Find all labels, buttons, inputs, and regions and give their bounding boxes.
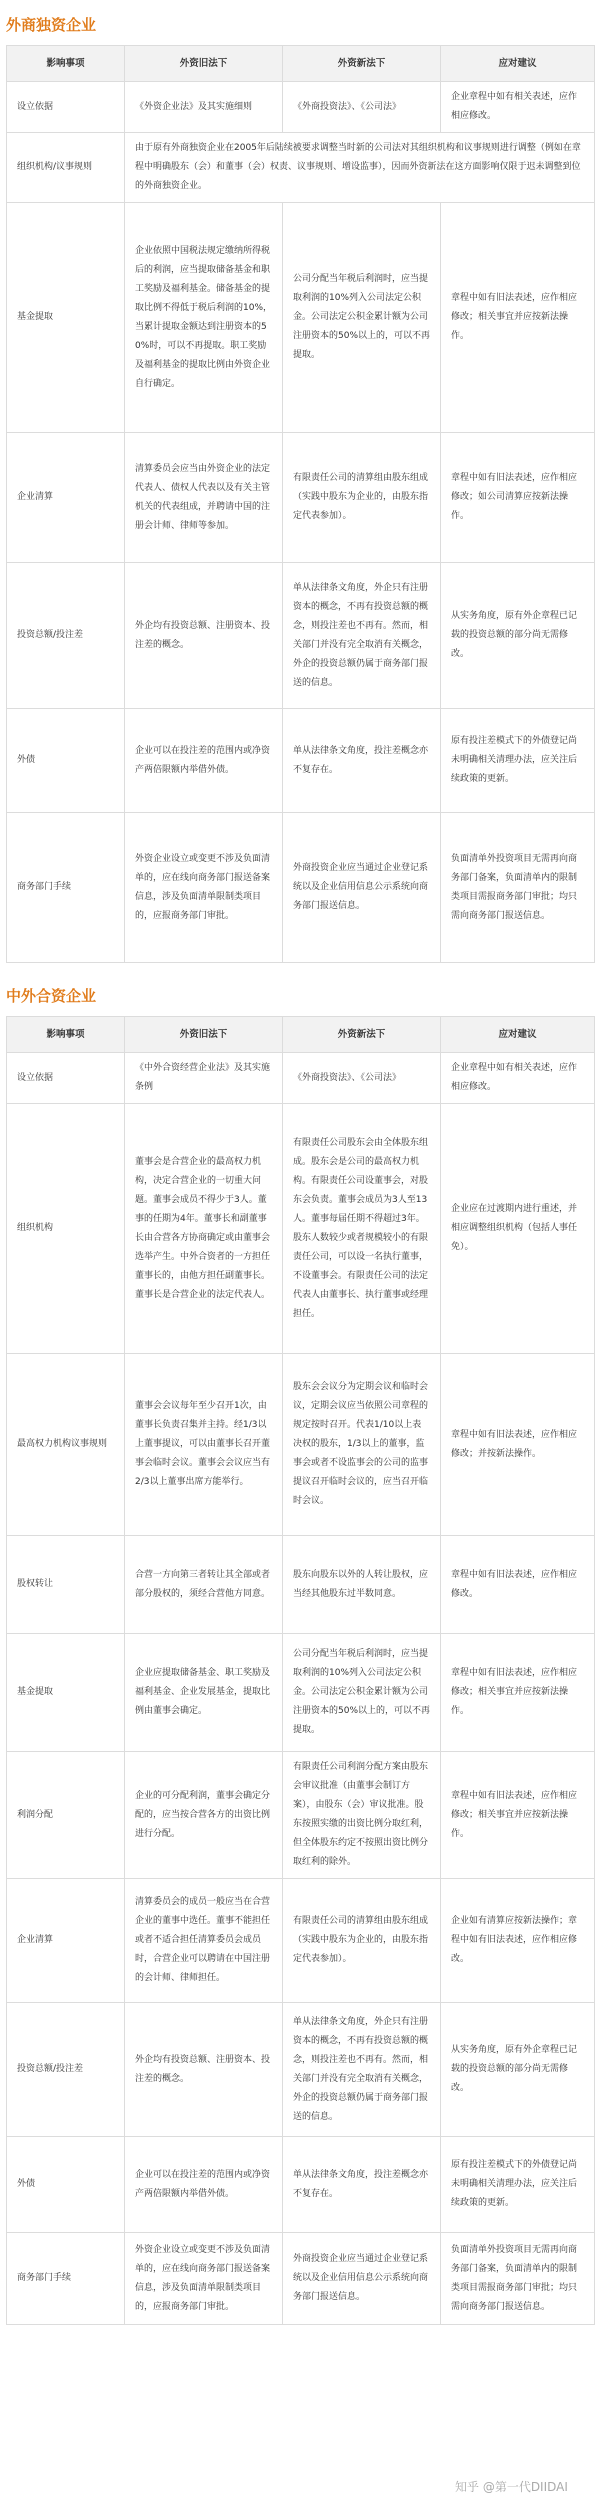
table-row <box>7 433 595 563</box>
old-law-cell: 清算委员会的成员一般应当在合营企业的董事中选任。董事不能担任或者不适合担任清算委员会成员时，合营企业可以聘请在中国注册的会计师、律师担任。 <box>125 1879 283 2003</box>
old-law-cell: 企业依照中国税法规定缴纳所得税后的利润，应当提取储备基金和职工奖励及福利基金。储备基金的提取比例不得低于税后利润的10%，当累计提取金额达到注册资本的50%时，可以不再提取。职工奖励及福利基金的提取比例由外资企业自行确定。 <box>125 203 283 433</box>
watermark: 知乎 @第一代DIIDAI <box>455 2480 568 2494</box>
advice-cell: 章程中如有旧法表述，应作相应修改；相关事宜并应按新法操作。 <box>441 203 595 433</box>
new-law-cell: 有限责任公司股东会由全体股东组成。股东会是公司的最高权力机构。有限责任公司设董事会，对股东会负责。董事会成员为3人至13人。董事每届任期不得超过3年。股东人数较少或者规模较小的有限责任公司，可以设一名执行董事，不设董事会。有限责任公司的法定代表人由董事长、执行董事或经理担任。 <box>283 1104 441 1354</box>
issue-cell: 利润分配 <box>7 1752 125 1879</box>
table-row <box>7 1634 595 1752</box>
new-law-cell: 公司分配当年税后利润时，应当提取利润的10%列入公司法定公积金。公司法定公积金累计额为公司注册资本的50%以上的，可以不再提取。 <box>283 203 441 433</box>
old-law-cell: 由于原有外商独资企业在2005年后陆续被要求调整当时新的公司法对其组织机构和议事规则进行调整（例如在章程中明确股东（会）和董事（会）权责、议事规则、增设监事），因而外资新法在这方面影响仅限于迟未调整到位的外商独资企业。 <box>125 133 595 203</box>
old-law-cell: 企业应提取储备基金、职工奖励及福利基金、企业发展基金，提取比例由董事会确定。 <box>125 1634 283 1752</box>
table-row <box>7 82 595 133</box>
new-law-cell: 《外商投资法》、《公司法》 <box>283 1053 441 1104</box>
comparison-table <box>6 1016 595 2325</box>
issue-cell: 投资总额/投注差 <box>7 563 125 709</box>
issue-cell: 基金提取 <box>7 203 125 433</box>
advice-cell: 企业章程中如有相关表述，应作相应修改。 <box>441 82 595 133</box>
issue-cell: 股权转让 <box>7 1536 125 1634</box>
new-law-cell: 有限责任公司利润分配方案由股东会审议批准（由董事会制订方案），由股东（会）审议批准。股东按照实缴的出资比例分取红利，但全体股东约定不按照出资比例分取红利的除外。 <box>283 1752 441 1879</box>
old-law-cell: 企业可以在投注差的范围内或净资产两倍限额内举借外债。 <box>125 2137 283 2233</box>
table-row <box>7 2003 595 2137</box>
table-row <box>7 709 595 813</box>
section-title: 中外合资企业 <box>6 987 97 1005</box>
old-law-cell: 合营一方向第三者转让其全部或者部分股权的，须经合营他方同意。 <box>125 1536 283 1634</box>
old-law-cell: 《外资企业法》及其实施细则 <box>125 82 283 133</box>
table-row <box>7 1354 595 1536</box>
new-law-cell: 外商投资企业应当通过企业登记系统以及企业信用信息公示系统向商务部门报送信息。 <box>283 813 441 963</box>
advice-cell: 章程中如有旧法表述，应作相应修改；相关事宜并应按新法操作。 <box>441 1634 595 1752</box>
table-row <box>7 2233 595 2325</box>
table-row <box>7 813 595 963</box>
issue-cell: 外债 <box>7 2137 125 2233</box>
old-law-cell: 董事会是合营企业的最高权力机构，决定合营企业的一切重大问题。董事会成员不得少于3人。董事的任期为4年。董事长和副董事长由合营各方协商确定或由董事会选举产生。中外合资者的一方担任董事长的，由他方担任副董事长。董事长是合营企业的法定代表人。 <box>125 1104 283 1354</box>
old-law-cell: 《中外合资经营企业法》及其实施条例 <box>125 1053 283 1104</box>
advice-cell: 企业应在过渡期内进行重述，并相应调整组织机构（包括人事任免）。 <box>441 1104 595 1354</box>
section-title: 外商独资企业 <box>6 16 97 34</box>
issue-cell: 设立依据 <box>7 1053 125 1104</box>
old-law-cell: 企业可以在投注差的范围内或净资产两倍限额内举借外债。 <box>125 709 283 813</box>
issue-cell: 企业清算 <box>7 433 125 563</box>
old-law-cell: 企业的可分配利润，董事会确定分配的，应当按合营各方的出资比例进行分配。 <box>125 1752 283 1879</box>
advice-cell: 原有投注差模式下的外债登记尚未明确相关清理办法，应关注后续政策的更新。 <box>441 2137 595 2233</box>
new-law-cell: 单从法律条文角度，外企只有注册资本的概念，不再有投资总额的概念，则投注差也不再有。然而，相关部门并没有完全取消有关概念，外企的投资总额仍属于商务部门报送的信息。 <box>283 2003 441 2137</box>
table-row <box>7 1752 595 1879</box>
comparison-table <box>6 45 595 963</box>
column-header: 外资旧法下 <box>125 46 283 82</box>
table-row <box>7 203 595 433</box>
issue-cell: 组织机构/议事规则 <box>7 133 125 203</box>
advice-cell: 企业如有清算应按新法操作；章程中如有旧法表述，应作相应修改。 <box>441 1879 595 2003</box>
new-law-cell: 有限责任公司的清算组由股东组成（实践中股东为企业的，由股东指定代表参加）。 <box>283 1879 441 2003</box>
issue-cell: 投资总额/投注差 <box>7 2003 125 2137</box>
advice-cell: 从实务角度，原有外企章程已记载的投资总额的部分尚无需修改。 <box>441 563 595 709</box>
issue-cell: 基金提取 <box>7 1634 125 1752</box>
column-header: 外资新法下 <box>283 1017 441 1053</box>
old-law-cell: 清算委员会应当由外资企业的法定代表人、债权人代表以及有关主管机关的代表组成，并聘请中国的注册会计师、律师等参加。 <box>125 433 283 563</box>
table-header-row <box>7 1017 595 1053</box>
column-header: 影响事项 <box>7 46 125 82</box>
advice-cell: 章程中如有旧法表述，应作相应修改；相关事宜并应按新法操作。 <box>441 1752 595 1879</box>
advice-cell: 章程中如有旧法表述，应作相应修改。 <box>441 1536 595 1634</box>
column-header: 应对建议 <box>441 46 595 82</box>
table-row <box>7 1104 595 1354</box>
new-law-cell: 股东会会议分为定期会议和临时会议，定期会议应当依照公司章程的规定按时召开。代表1/10以上表决权的股东，1/3以上的董事，监事会或者不设监事会的公司的监事提议召开临时会议的，应当召开临时会议。 <box>283 1354 441 1536</box>
advice-cell: 章程中如有旧法表述，应作相应修改；如公司清算应按新法操作。 <box>441 433 595 563</box>
issue-cell: 外债 <box>7 709 125 813</box>
advice-cell: 负面清单外投资项目无需再向商务部门备案，负面清单内的限制类项目需报商务部门审批；均只需向商务部门报送信息。 <box>441 2233 595 2325</box>
old-law-cell: 董事会会议每年至少召开1次，由董事长负责召集并主持。经1/3以上董事提议，可以由董事长召开董事会临时会议。董事会会议应当有2/3以上董事出席方能举行。 <box>125 1354 283 1536</box>
advice-cell: 从实务角度，原有外企章程已记载的投资总额的部分尚无需修改。 <box>441 2003 595 2137</box>
new-law-cell: 单从法律条文角度，外企只有注册资本的概念，不再有投资总额的概念，则投注差也不再有。然而，相关部门并没有完全取消有关概念，外企的投资总额仍属于商务部门报送的信息。 <box>283 563 441 709</box>
issue-cell: 企业清算 <box>7 1879 125 2003</box>
old-law-cell: 外企均有投资总额、注册资本、投注差的概念。 <box>125 2003 283 2137</box>
table-row <box>7 1053 595 1104</box>
advice-cell: 原有投注差模式下的外债登记尚未明确相关清理办法，应关注后续政策的更新。 <box>441 709 595 813</box>
table-row <box>7 133 595 203</box>
issue-cell: 最高权力机构议事规则 <box>7 1354 125 1536</box>
issue-cell: 商务部门手续 <box>7 2233 125 2325</box>
new-law-cell: 股东向股东以外的人转让股权，应当经其他股东过半数同意。 <box>283 1536 441 1634</box>
table-row <box>7 1536 595 1634</box>
issue-cell: 设立依据 <box>7 82 125 133</box>
new-law-cell: 单从法律条文角度，投注差概念亦不复存在。 <box>283 709 441 813</box>
column-header: 影响事项 <box>7 1017 125 1053</box>
table-row <box>7 563 595 709</box>
old-law-cell: 外资企业设立或变更不涉及负面清单的，应在线向商务部门报送备案信息，涉及负面清单限制类项目的，应报商务部门审批。 <box>125 2233 283 2325</box>
new-law-cell: 公司分配当年税后利润时，应当提取利润的10%列入公司法定公积金。公司法定公积金累计额为公司注册资本的50%以上的，可以不再提取。 <box>283 1634 441 1752</box>
issue-cell: 商务部门手续 <box>7 813 125 963</box>
old-law-cell: 外资企业设立或变更不涉及负面清单的，应在线向商务部门报送备案信息，涉及负面清单限制类项目的，应报商务部门审批。 <box>125 813 283 963</box>
table-row <box>7 1879 595 2003</box>
new-law-cell: 外商投资企业应当通过企业登记系统以及企业信用信息公示系统向商务部门报送信息。 <box>283 2233 441 2325</box>
old-law-cell: 外企均有投资总额、注册资本、投注差的概念。 <box>125 563 283 709</box>
table-row <box>7 2137 595 2233</box>
column-header: 应对建议 <box>441 1017 595 1053</box>
advice-cell: 企业章程中如有相关表述，应作相应修改。 <box>441 1053 595 1104</box>
new-law-cell: 《外商投资法》、《公司法》 <box>283 82 441 133</box>
table-header-row <box>7 46 595 82</box>
advice-cell: 章程中如有旧法表述，应作相应修改；并按新法操作。 <box>441 1354 595 1536</box>
column-header: 外资旧法下 <box>125 1017 283 1053</box>
new-law-cell: 单从法律条文角度，投注差概念亦不复存在。 <box>283 2137 441 2233</box>
new-law-cell: 有限责任公司的清算组由股东组成（实践中股东为企业的，由股东指定代表参加）。 <box>283 433 441 563</box>
issue-cell: 组织机构 <box>7 1104 125 1354</box>
column-header: 外资新法下 <box>283 46 441 82</box>
advice-cell: 负面清单外投资项目无需再向商务部门备案，负面清单内的限制类项目需报商务部门审批；均只需向商务部门报送信息。 <box>441 813 595 963</box>
